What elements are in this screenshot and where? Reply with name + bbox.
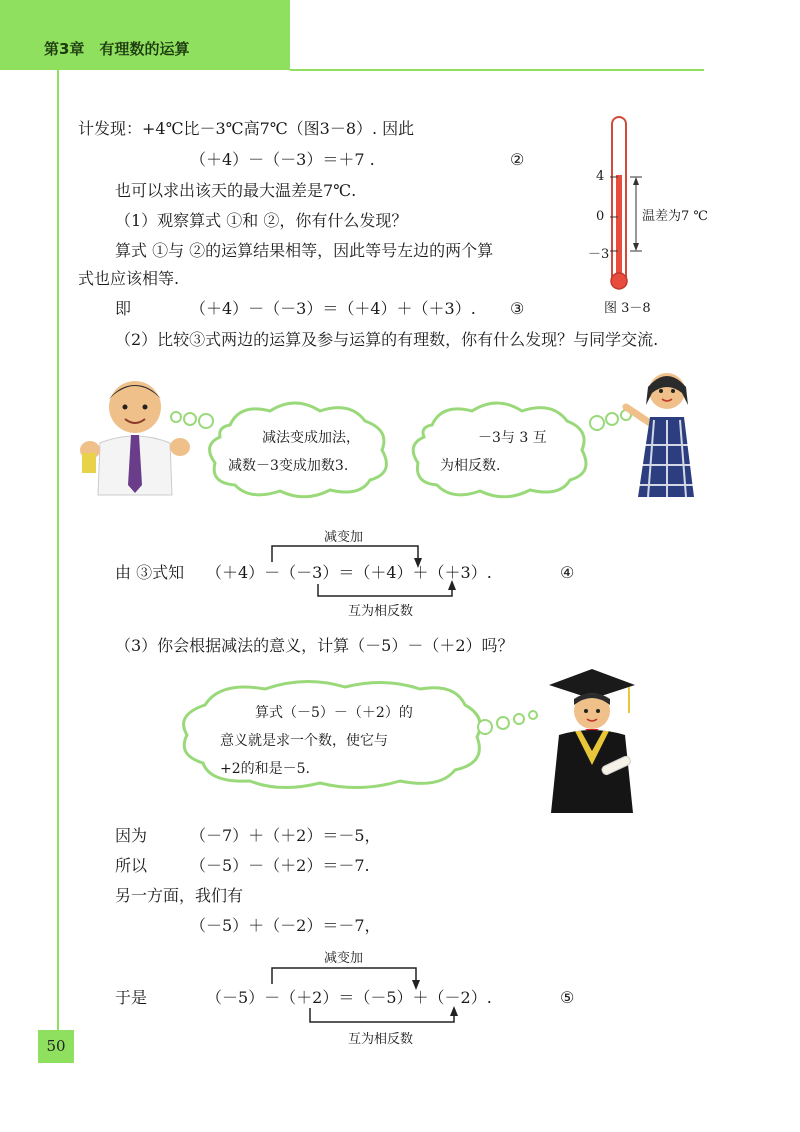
margin-rule bbox=[57, 70, 59, 1040]
equation-2-number: ② bbox=[510, 150, 525, 169]
graduate-cloud-line-3: +2的和是－5. bbox=[220, 761, 310, 777]
equation-2: （＋4）－（－3）＝＋7 . bbox=[190, 150, 375, 169]
bracket-top-line bbox=[272, 546, 418, 562]
arrow-down-icon bbox=[633, 243, 639, 251]
question-2: （2）比较③式两边的运算及参与运算的有理数，你有什么发现？与同学交流. bbox=[115, 330, 659, 349]
bracket-bottom-line bbox=[310, 1008, 454, 1022]
boy-cloud-line-1: 减法变成加法， bbox=[262, 430, 360, 446]
equation-3-label: 即 bbox=[115, 299, 132, 318]
page-number: 50 bbox=[46, 1037, 66, 1055]
figure-caption: 图 3－8 bbox=[604, 301, 651, 316]
chapter-title: 第3章 有理数的运算 bbox=[44, 40, 190, 58]
page-number-box bbox=[38, 1030, 74, 1063]
annotation-top-label-2: 减变加 bbox=[324, 951, 364, 966]
text-line-3: 也可以求出该天的最大温差是7℃. bbox=[115, 181, 357, 200]
girl-illustration bbox=[622, 365, 702, 500]
bracket-top-line bbox=[272, 968, 416, 984]
header-rule bbox=[290, 69, 704, 71]
equation-4-number: ④ bbox=[560, 563, 575, 582]
other-hand-text: 另一方面，我们有 bbox=[115, 886, 244, 905]
bracket-bottom-line bbox=[318, 584, 452, 596]
text-line-5: 算式 ①与 ②的运算结果相等，因此等号左边的两个算 bbox=[115, 241, 494, 260]
so-label: 所以 bbox=[115, 856, 148, 875]
boy-head bbox=[109, 381, 161, 433]
question-3: （3）你会根据减法的意义，计算（－5）－（＋2）吗？ bbox=[115, 636, 514, 655]
because-label: 因为 bbox=[115, 826, 148, 845]
equation-3: （＋4）－（－3）＝（＋4）＋（＋3）. bbox=[190, 299, 476, 318]
annotation-top-label-1: 减变加 bbox=[324, 530, 364, 545]
tick-label-4: 4 bbox=[596, 169, 605, 184]
graduation-gown bbox=[551, 730, 633, 813]
text-line-6: 式也应该相等. bbox=[78, 269, 180, 288]
annotation-bottom-label-2: 互为相反数 bbox=[348, 1032, 414, 1047]
graduate-illustration bbox=[545, 665, 640, 815]
temperature-difference-label: 温差为7 ℃ bbox=[642, 209, 708, 224]
equation-5: （－5）－（＋2）＝（－5）＋（－2）. bbox=[206, 988, 492, 1007]
girl-cloud-line-1: －3与 3 互 bbox=[478, 430, 547, 446]
tick-label-0: 0 bbox=[596, 209, 605, 224]
tick-label-neg3: －3 bbox=[588, 247, 610, 262]
text-line-1: 计发现：+4℃比－3℃高7℃（图3－8）. 因此 bbox=[78, 119, 415, 138]
equation-3-number: ③ bbox=[510, 299, 525, 318]
thermometer-mercury bbox=[616, 175, 622, 280]
because-equation: （－7）＋（＋2）＝－5， bbox=[190, 826, 381, 845]
question-1: （1）观察算式 ①和 ②，你有什么发现？ bbox=[115, 211, 408, 230]
hence-label: 于是 bbox=[115, 988, 148, 1007]
graduate-cloud-line-1: 算式（－5）－（＋2）的 bbox=[255, 705, 413, 721]
equation-4: （＋4）－（－3）＝（＋4）＋（＋3）. bbox=[206, 563, 492, 582]
arrow-up-icon bbox=[633, 177, 639, 185]
equation-5-number: ⑤ bbox=[560, 988, 575, 1007]
so-equation: （－5）－（＋2）＝－7. bbox=[190, 856, 370, 875]
equation-4-label: 由 ③式知 bbox=[115, 563, 185, 582]
annotation-bottom-label-1: 互为相反数 bbox=[348, 604, 414, 619]
girl-cloud-line-2: 为相反数. bbox=[440, 458, 501, 474]
graduate-cloud-line-2: 意义就是求一个数，使它与 bbox=[220, 733, 388, 749]
boy-cloud-line-2: 减数－3变成加数3. bbox=[228, 458, 349, 474]
thermometer-bulb bbox=[611, 273, 627, 289]
boy-bag bbox=[82, 453, 96, 473]
other-equation: （－5）＋（－2）＝－7， bbox=[190, 916, 381, 935]
chapter-header-band bbox=[0, 0, 290, 70]
